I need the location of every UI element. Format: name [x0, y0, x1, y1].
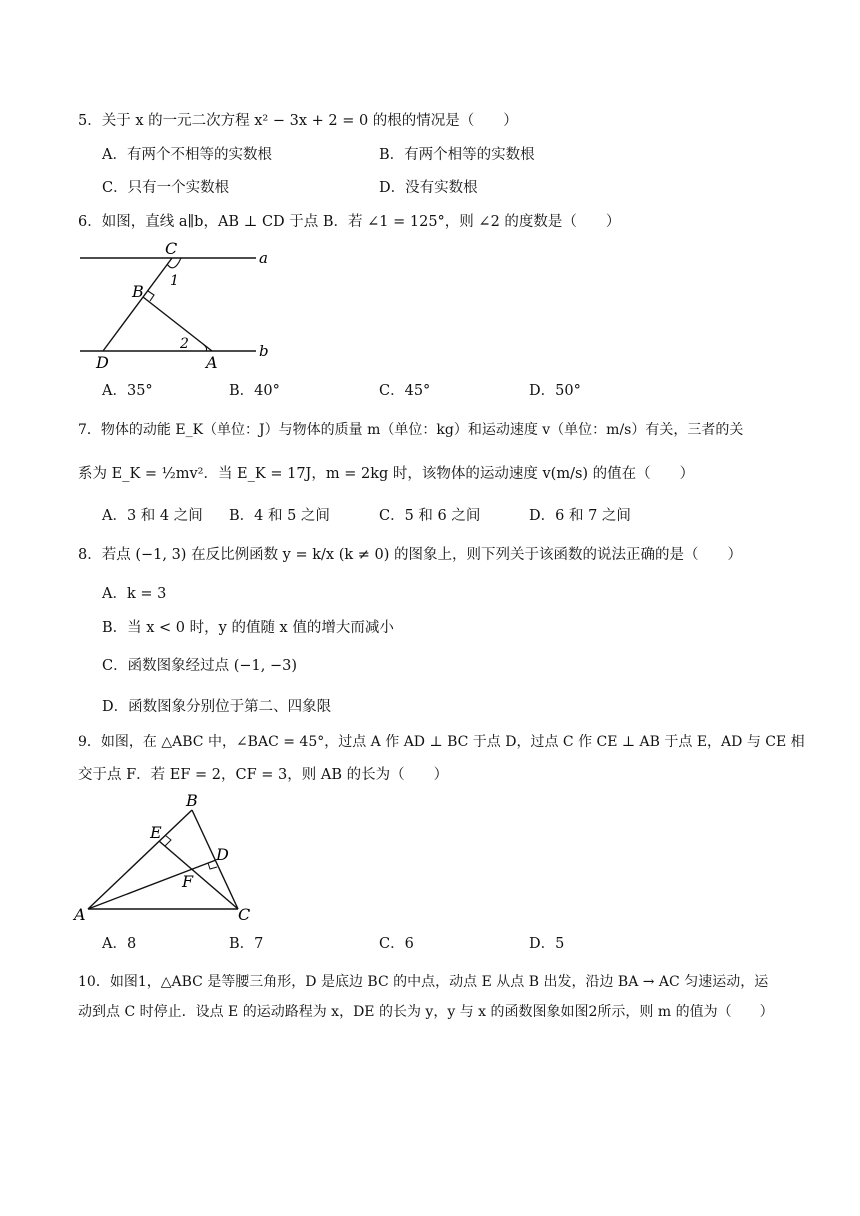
label-c: C — [165, 239, 178, 258]
q8-option-c: C．函数图象经过点 (−1, −3) — [102, 658, 297, 674]
q9-option-c: C．6 — [379, 936, 414, 952]
q5-option-a: A．有两个不相等的实数根 — [102, 147, 272, 163]
q8-option-a: A．k = 3 — [102, 586, 167, 602]
right-angle-mark-e — [165, 835, 171, 846]
q10-stem-line1: 10．如图1，△ABC 是等腰三角形，D 是底边 BC 的中点，动点 E 从点 B 出发，沿边 BA → AC 匀速运动，运 — [78, 974, 769, 990]
q9-option-a: A．8 — [102, 936, 137, 952]
q5-stem: 5．关于 x 的一元二次方程 x² − 3x + 2 = 0 的根的情况是（ ） — [78, 113, 518, 129]
q6-stem: 6．如图，直线 a∥b，AB ⊥ CD 于点 B．若 ∠1 = 125°，则 ∠2 的度数是（ ） — [78, 214, 621, 230]
label-b-line: b — [259, 342, 269, 360]
label-a: A — [74, 905, 86, 924]
q8-stem: 8．若点 (−1, 3) 在反比例函数 y = k/x (k ≠ 0) 的图象上，则下列关于该函数的说法正确的是（ ） — [78, 547, 743, 563]
q9-stem-line1: 9．如图，在 △ABC 中，∠BAC = 45°，过点 A 作 AD ⊥ BC 于点 D，过点 C 作 CE ⊥ AB 于点 E，AD 与 CE 相 — [78, 734, 805, 750]
label-b: B — [186, 792, 198, 810]
line-cd — [103, 258, 172, 351]
segment-ab — [88, 810, 192, 909]
segment-ba — [143, 297, 212, 351]
label-e: E — [150, 823, 162, 842]
q10-stem-line2: 动到点 C 时停止．设点 E 的运动路程为 x，DE 的长为 y，y 与 x 的函数图象如图2所示，则 m 的值为（ ） — [78, 1004, 774, 1020]
q9-figure — [70, 792, 270, 927]
q7-option-b: B．4 和 5 之间 — [229, 508, 330, 524]
label-d: D — [216, 845, 229, 864]
q9-stem-line2: 交于点 F．若 EF = 2，CF = 3，则 AB 的长为（ ） — [78, 767, 449, 783]
right-angle-mark-b — [148, 291, 154, 301]
label-c: C — [238, 905, 251, 924]
q9-option-d: D．5 — [529, 936, 565, 952]
q7-option-a: A．3 和 4 之间 — [102, 508, 203, 524]
q5-option-d: D．没有实数根 — [379, 180, 478, 196]
label-f: F — [182, 872, 194, 891]
label-a-line: a — [259, 249, 268, 267]
q6-figure — [70, 238, 280, 373]
label-angle-2: 2 — [180, 336, 189, 352]
q8-option-b: B．当 x < 0 时，y 的值随 x 值的增大而减小 — [102, 620, 394, 636]
q9-option-b: B．7 — [229, 936, 264, 952]
q7-option-c: C．5 和 6 之间 — [379, 508, 481, 524]
q7-stem-line2: 系为 E_K = ½mv²．当 E_K = 17J，m = 2kg 时，该物体的运动速度 v(m/s) 的值在（ ） — [78, 466, 695, 482]
segment-ad — [88, 860, 216, 909]
q6-option-d: D．50° — [529, 383, 581, 399]
q6-option-a: A．35° — [102, 383, 153, 399]
q7-option-d: D．6 和 7 之间 — [529, 508, 631, 524]
q5-option-b: B．有两个相等的实数根 — [379, 147, 535, 163]
q6-option-c: C．45° — [379, 383, 431, 399]
label-angle-1: 1 — [170, 273, 179, 289]
q6-option-b: B．40° — [229, 383, 280, 399]
angle-2-arc — [203, 344, 207, 351]
segment-bc — [192, 810, 238, 909]
q8-option-d: D．函数图象分别位于第二、四象限 — [102, 699, 332, 715]
label-b-point: B — [132, 282, 144, 301]
label-a-point: A — [206, 353, 218, 372]
q5-option-c: C．只有一个实数根 — [102, 180, 230, 196]
label-d: D — [96, 353, 109, 372]
q7-stem-line1: 7．物体的动能 E_K（单位：J）与物体的质量 m（单位：kg）和运动速度 v（单位：m/s）有关，三者的关 — [78, 422, 744, 438]
